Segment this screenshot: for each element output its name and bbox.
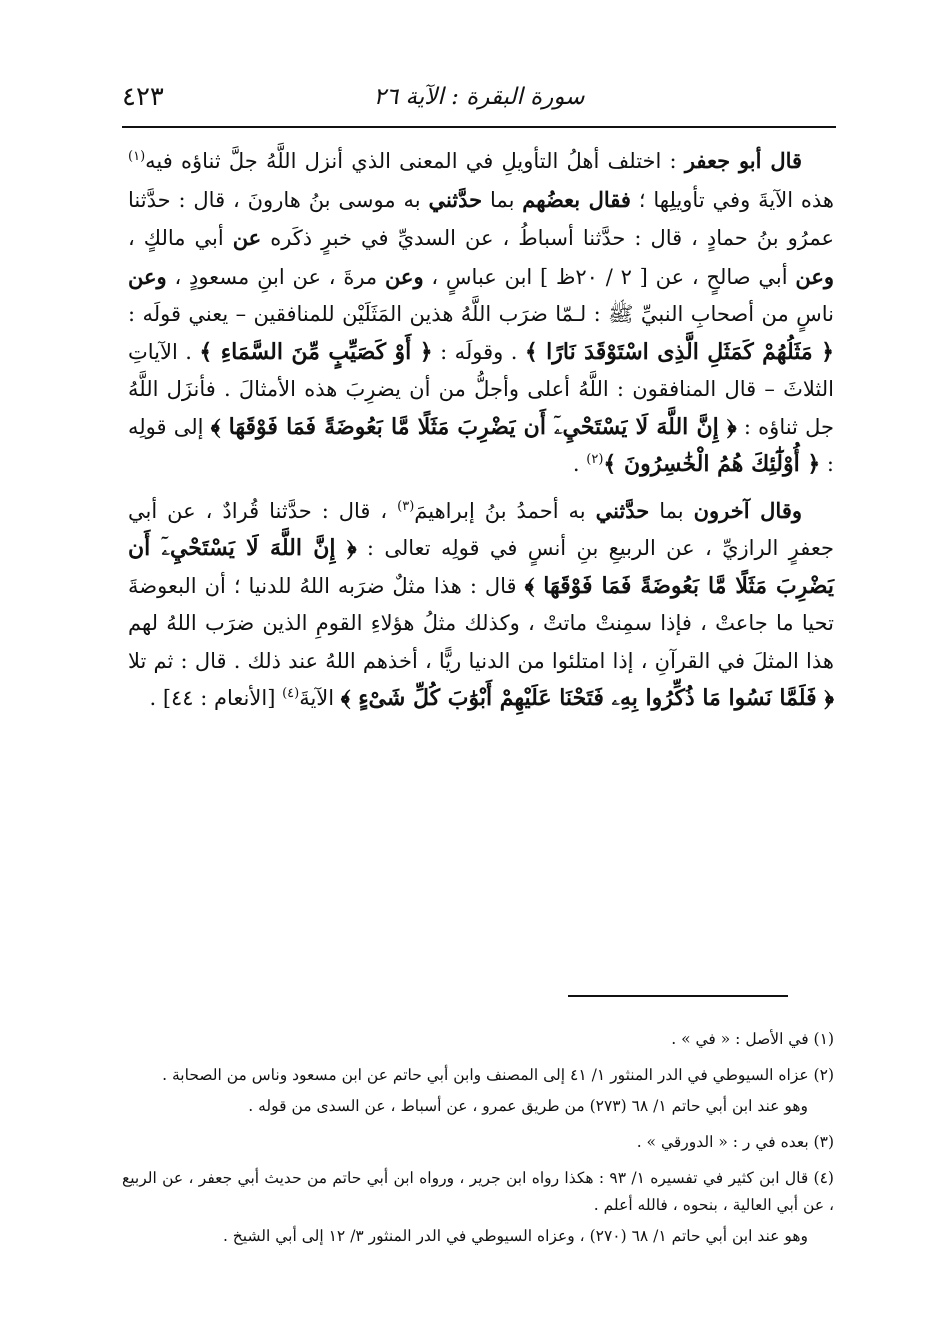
- text-run: ، قال : حدَّثنا قُرادٌ ، عن أبي جعفرٍ الرازيِّ ، عن الربيعِ بنِ أنسٍ في قولِه تعالى :: [128, 498, 834, 560]
- quran-verse: ﴿ إِنَّ اللَّهَ لَا يَسْتَحْيِۦٓ أَن يَضْرِبَ مَثَلًا مَّا بَعُوضَةً فَمَا فَوْقَهَا ﴾: [128, 535, 835, 599]
- page-header: [122, 76, 836, 120]
- text-run: الآيةَ: [299, 686, 341, 710]
- text-run: أبي صالحٍ ، عن [ ٢ / ٢٠ظ ] ابن عباسٍ ،: [423, 264, 796, 289]
- text-run: إلى قولِه :: [128, 414, 834, 476]
- text-run: .: [572, 452, 587, 476]
- quran-verse: ﴿ مَثَلُهُمْ كَمَثَلِ الَّذِى اسْتَوْقَدَ نَارًا ﴾: [524, 338, 834, 365]
- text-run: قال : هذا مثلٌ ضرَبه اللهُ للدنيا ؛ أن البعوضةَ تحيا ما جاعتْ ، فإذا سمِنتْ ماتتْ ، وكذلك مثلُ هؤلاءِ القومِ الذين ضرَب اللهُ لهم هذا المثلَ في القرآنِ ، إذا امتلئوا من الدنيا ريًّا ، أخذهم اللهُ عند ذلك . قال : ثم تلا: [128, 573, 834, 673]
- narration-term: عن: [232, 225, 262, 250]
- quran-verse: ﴿ فَلَمَّا نَسُوا مَا ذُكِّرُوا بِهِۦ فَتَحْنَا عَلَيْهِمْ أَبْوَٰبَ كُلِّ شَىْءٍ ﴾: [340, 685, 834, 711]
- text-run: به موسى بنُ هارونَ ، قال : حدَّثنا عمرُو بنُ حمادٍ ، قال : حدَّثنا أسباطُ ، عن السديِّ في خبرٍ ذكَره: [128, 187, 835, 250]
- footnotes: [122, 1026, 834, 1259]
- text-run: بما: [482, 187, 523, 212]
- speaker-name: قال أبو جعفر: [684, 148, 803, 173]
- text-run: بما: [649, 498, 694, 523]
- opinion-heading: فقال بعضُهم: [522, 186, 631, 212]
- quran-verse: ﴿ إِنَّ اللَّهَ لَا يَسْتَحْيِۦٓ أَن يَضْرِبَ مَثَلًا مَّا بَعُوضَةً فَمَا فَوْقَهَا ﴾: [210, 413, 737, 440]
- narration-term: وعن: [384, 263, 424, 289]
- text-run: مرةَ ، عن ابنِ مسعودٍ ،: [166, 264, 385, 289]
- text-run: [الأنعام : ٤٤] .: [149, 686, 283, 710]
- running-title: سورة البقرة : الآية ٢٦: [373, 84, 585, 110]
- text-run: . الآياتِ الثلاثَ – قال المنافقون : اللَّهُ أعلى وأجلُّ من أن يضرِبَ هذه الأمثالَ . فأنزَل اللَّهُ جل ثناؤه :: [128, 339, 834, 439]
- text-run: هذه الآيةَ وفي تأويلِها ؛: [630, 187, 834, 212]
- header-rule: [122, 126, 836, 128]
- text-run: : اختلف أهلُ التأويلِ في المعنى الذي أنزل اللَّهُ جلَّ ثناؤه فيه: [145, 149, 685, 173]
- quran-verse: ﴿ أَوْ كَصَيِّبٍ مِّنَ السَّمَاءِ ﴾: [199, 338, 433, 365]
- narration-term: وعن: [795, 263, 834, 289]
- opinion-heading: وقال آخرون: [693, 497, 802, 523]
- footnote-marker: (١): [128, 149, 146, 164]
- narration-term: حدَّثني: [428, 186, 483, 212]
- narration-term: وعن: [128, 263, 167, 289]
- footnote-3: (٣) بعده في ر : « الدورقي » .: [636, 1133, 834, 1151]
- text-run: ناسٍ من أصحابِ النبيِّ ﷺ : لـمّا ضرَب اللَّهُ هذين المَثَلَيْن للمنافقين – يعني قولَه :: [128, 302, 834, 326]
- footnote-marker: (٤): [282, 686, 300, 701]
- footnote-marker: (٢): [586, 452, 604, 467]
- text-run: أبي مالكٍ ،: [128, 226, 233, 250]
- main-text: [128, 142, 834, 718]
- footnote-2: (٢) عزاه السيوطي في الدر المنثور ١/ ٤١ إلى المصنف وابن أبي حاتم عن ابن مسعود وناس من الصحابة .: [162, 1066, 834, 1084]
- text-run: . وقولَه :: [432, 339, 525, 364]
- footnote-1: (١) في الأصل : « في » .: [671, 1030, 834, 1048]
- paragraph-1: [128, 142, 834, 484]
- quran-verse: ﴿ أُوْلَٰٓئِكَ هُمُ الْخَٰسِرُونَ ﴾: [603, 451, 821, 477]
- footnote-4: (٤) قال ابن كثير في تفسيره ١/ ٩٣ : هكذا رواه ابن جرير ، ورواه ابن أبي حاتم من حديث أبي جعفر ، عن الربيع ، عن أبي العالية ، بنحوه ، فالله أعلم .: [122, 1169, 834, 1214]
- footnote-marker: (٣): [397, 498, 415, 514]
- footnote-2-continuation: وهو عند ابن أبي حاتم ١/ ٦٨ (٢٧٣) من طريق عمرو ، عن أسباط ، عن السدى من قوله .: [248, 1097, 808, 1115]
- page-number: ٤٢٣: [122, 82, 164, 112]
- text-run: به أحمدُ بنُ إبراهيمَ: [414, 498, 596, 523]
- paragraph-2: [128, 492, 834, 718]
- footnote-separator: [568, 995, 788, 997]
- narration-term: حدَّثني: [595, 497, 650, 523]
- footnote-4-continuation: وهو عند ابن أبي حاتم ١/ ٦٨ (٢٧٠) ، وعزاه السيوطي في الدر المنثور ٣/ ١٢ إلى أبي الشيخ .: [222, 1227, 808, 1245]
